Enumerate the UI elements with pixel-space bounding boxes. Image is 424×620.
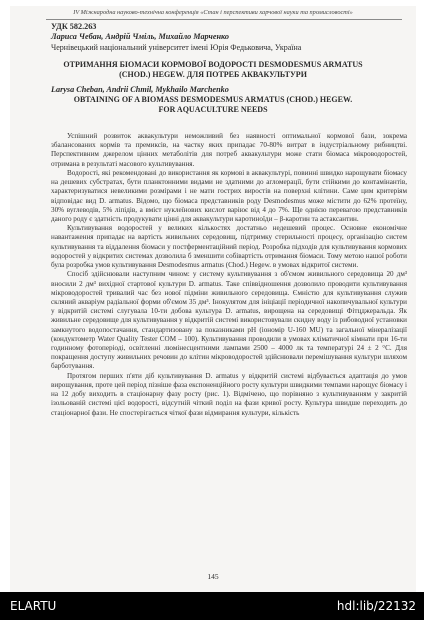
running-header: IV Міжнародна науково-технічна конференція «Стан і перспективи харчової науки та промисловості»	[73, 9, 353, 16]
title-uk-line-1: ОТРИМАННЯ БІОМАСИ КОРМОВОЇ ВОДОРОСТІ DESMODESMUS ARMATUS	[63, 60, 363, 69]
title-en-line-2: FOR AQUACULTURE NEEDS	[158, 104, 268, 114]
header-rule	[46, 19, 402, 20]
affiliation: Чернівецький національний університет імені Юрія Федьковича, Україна	[51, 43, 302, 52]
title-uk-line-2: (CHOD.) HEGEW. ДЛЯ ПОТРЕБ АКВАКУЛЬТУРИ	[119, 70, 307, 79]
document-page	[10, 6, 416, 592]
paragraph-5: Протягом перших п'яти діб культивування D. armatus у відкритій системі відбувається адаптація до умов вирощування, проте цей період пізніше фаза експоненційного росту культури швидкими темпами нарощує біомасу і на 12 добу виходить в стаціонарну фазу росту (рис. 1). Відмічено, що порівняно з культивуванням у закритій ізольованій системі цієї водорості, відсутній чіткий поділ на фази кривої росту. Культура швидше переходить до стаціонарної фази. Не спостерігається чіткої фази відмирання культури, кількість	[51, 371, 407, 417]
title-uk	[10, 60, 416, 80]
handle-id: hdl:lib/22132	[336, 599, 416, 613]
udk-code: УДК 582.263	[51, 22, 97, 31]
authors-uk: Лариса Чебан, Андрій Чміль, Михайло Марченко	[51, 32, 229, 41]
authors-en: Larysa Cheban, Andrii Chmil, Mykhailo Marchenko	[51, 85, 229, 94]
repository-name: ELARTU	[10, 599, 57, 613]
paragraph-4: Спосіб здійснювали наступним чином: у систему культивування з об'ємом живильного середовища 20 дм³ вносили 2 дм³ вихідної стартової культури D. armatus. Таке співвідношення дозволило проводити культивування мікроводоростей тривалий час без нової підміни живильного середовища. Ємністю для культивування служив скляний акваріум радіальної форми об'ємом 35 дм³. Інокулятом для ініціації періодичної накопичувальної культури у відкритій системі слугувала 10-ти добова культура D. armatus, вирощена на середовищі Фітцджеральда. Як живильне середовище для культивування у відкритій системі використовували скидну воду із рибоводної установки замкнутого водопостачання, стандартизовану за показниками pH (іономір U-160 MU) та загальної мінералізації (кондуктометр Water Quality Tester COM – 100). Культивування проводили в умовах кліматичної кімнати при 16-ти годинному фотоперіоді, освітленні люмінесцентними лампами 2500 – 4000 лк та температурі 24 ± 2 °С. Для покращення доступу живильних речовин до клітин мікроводоростей здійснювали перемішування культури шляхом барботування.	[51, 270, 407, 371]
paragraph-3: Культивування водоростей у великих кількостях достатньо недешевий процес. Основне економічне навантаження припадає на вартість живильних середовищ, підтримку стерильності процесу, організацію систем культивування та віддалення біомаси у постферментаційний період. Розробка підходів для культивування кормових водоростей у відкритих системах дозволила б зменшити собівартість отримання біомаси. Тому метою нашої роботи була розробка умов культивування Desmodesmus armatus (Chod.) Hegew. в умовах відкритої системи.	[51, 224, 407, 270]
page-number: 145	[207, 572, 219, 581]
repository-footer	[0, 592, 424, 620]
article-body	[51, 132, 407, 418]
paragraph-2: Водорості, які рекомендовані до використання як кормові в аквакультурі, повинні швидко нарощувати біомасу на дешевих субстратах, бути планктонними видами не здатними до агломерації, бути стійкими до контамінантів, характеризуватися невеликими розмірами і не мати гострих виростів на поверхні клітини. Саме цим критеріям відповідає вид D. armatus. Відомо, що біомаса представників роду Desmodesmus може містити до 62% протеїну, 30% вуглеводів, 5% ліпідів, а вміст нуклеїнових кислот варіює від 4 до 7%. Ще однією перевагою представників даного роду є здатність продукувати цінні для аквакультури каротиноїди – β-каротин та астаксантин.	[51, 168, 407, 223]
paragraph-1: Успішний розвиток аквакультури неможливий без наявності оптимальної кормової бази, зокрема збалансованих кормів та премиксів, на частку яких припадає 70-80% витрат в індустріальному рибництві. Перспективним джерелом цінних метаболітів для потреб аквакультури може стати біомаса мікроводоростей, отримана в результаті масового культивування.	[51, 132, 407, 168]
title-en-line-1: OBTAINING OF A BIOMASS DESMODESMUS ARMATUS (CHOD.) HEGEW.	[73, 95, 353, 104]
title-en	[10, 95, 416, 115]
